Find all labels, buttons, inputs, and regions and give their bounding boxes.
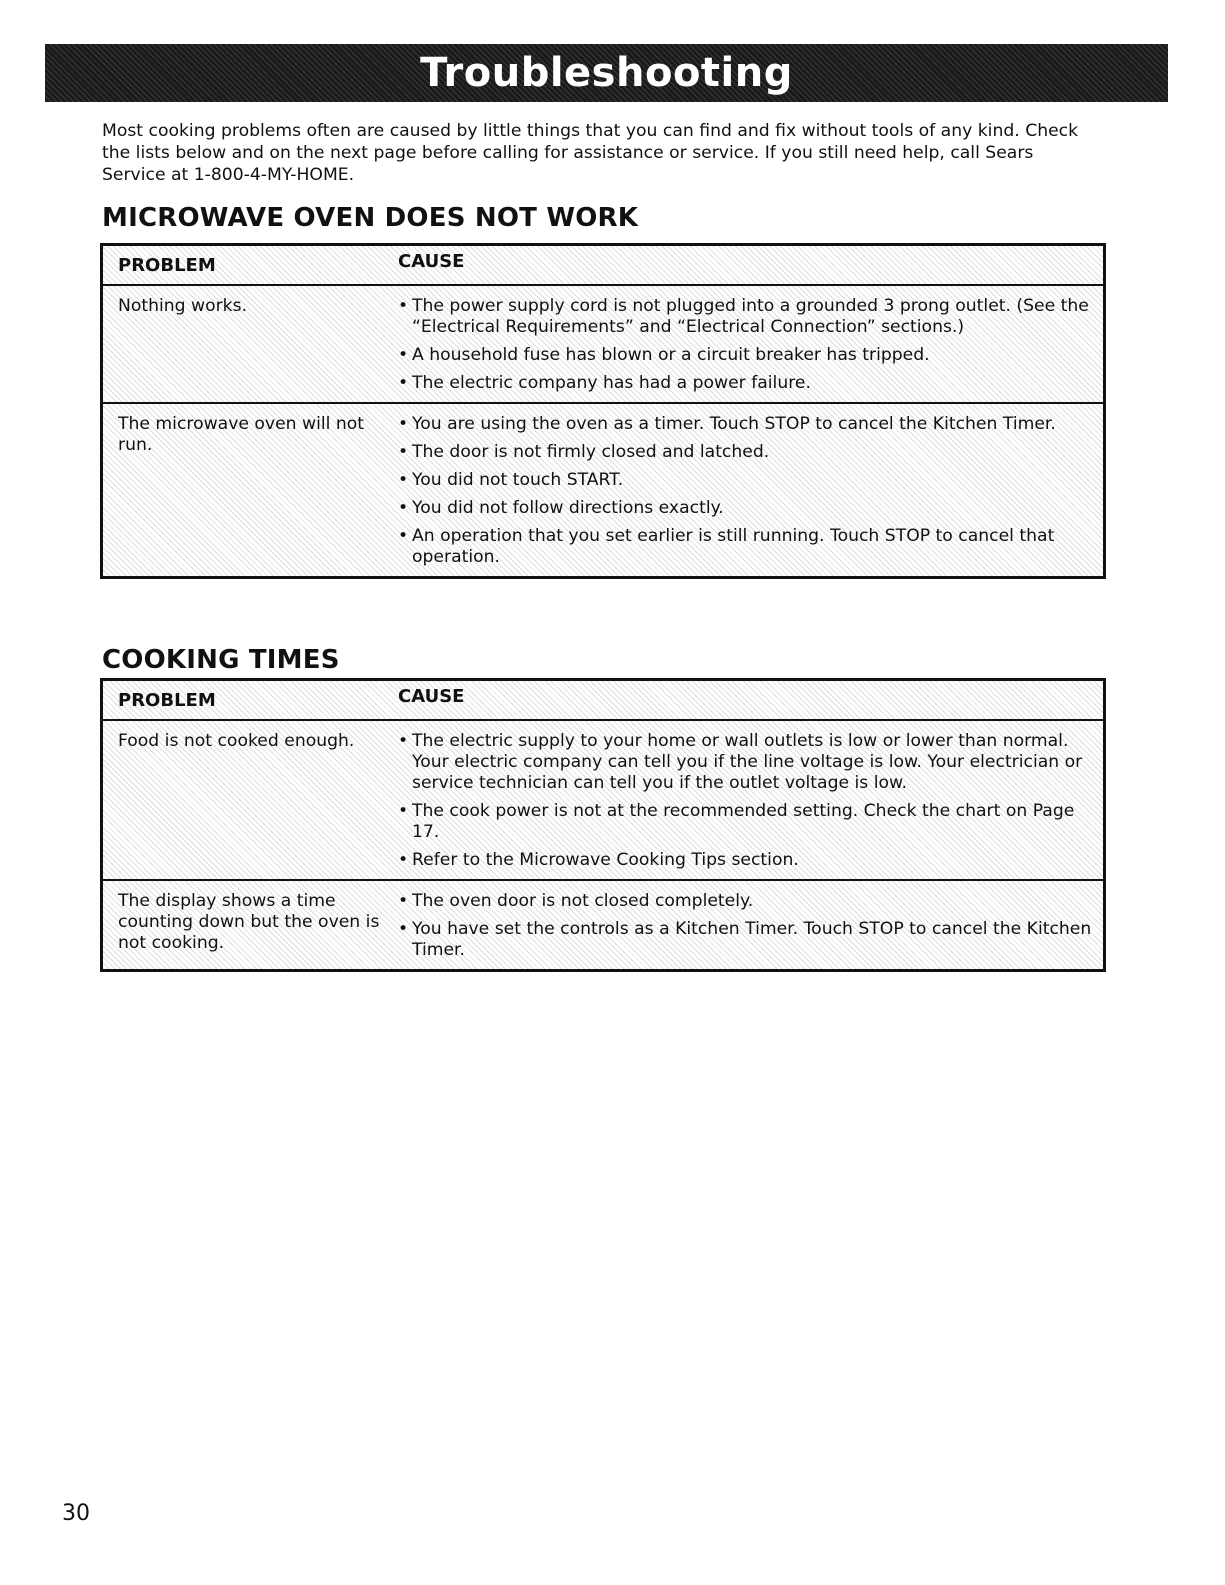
table-oven-does-not-work	[100, 243, 1106, 579]
section-title-oven-does-not-work: MICROWAVE OVEN DOES NOT WORK	[102, 203, 639, 233]
page-number: 30	[62, 1501, 90, 1526]
table-row	[103, 719, 1103, 879]
table-row	[103, 879, 1103, 969]
cause-item: • The door is not firmly closed and latched.	[398, 442, 1093, 463]
table-row	[103, 402, 1103, 576]
cause-cell	[398, 721, 1103, 879]
cause-cell	[398, 286, 1103, 402]
table-cooking-times	[100, 678, 1106, 972]
cause-item: • An operation that you set earlier is still running. Touch STOP to cancel that operation.	[398, 526, 1093, 568]
table-header	[103, 246, 1103, 284]
cause-item: • You did not follow directions exactly.	[398, 498, 1093, 519]
cause-item: • You have set the controls as a Kitchen Timer. Touch STOP to cancel the Kitchen Timer.	[398, 919, 1093, 961]
cause-item: • The electric supply to your home or wall outlets is low or lower than normal. Your electric company can tell you if the line voltage is low. Your electrician or service technician can tell you if the outlet voltage is low.	[398, 731, 1093, 794]
header-problem: PROBLEM	[118, 689, 216, 711]
cause-cell	[398, 404, 1103, 576]
cause-item: • Refer to the Microwave Cooking Tips section.	[398, 850, 1093, 871]
section-title-cooking-times: COOKING TIMES	[102, 645, 340, 675]
problem-cell: Nothing works.	[118, 296, 248, 316]
header-cause: CAUSE	[398, 685, 465, 707]
cause-item: • The electric company has had a power failure.	[398, 373, 1093, 394]
cause-cell	[398, 881, 1103, 969]
header-problem: PROBLEM	[118, 254, 216, 276]
cause-item: • A household fuse has blown or a circuit breaker has tripped.	[398, 345, 1093, 366]
cause-item: • The oven door is not closed completely.	[398, 891, 1093, 912]
cause-item: • You did not touch START.	[398, 470, 1093, 491]
cause-item: • The cook power is not at the recommended setting. Check the chart on Page 17.	[398, 801, 1093, 843]
title-banner	[45, 44, 1168, 102]
problem-cell: The microwave oven will not run.	[118, 414, 365, 455]
table-header	[103, 681, 1103, 719]
cause-item: • You are using the oven as a timer. Touch STOP to cancel the Kitchen Timer.	[398, 414, 1093, 435]
problem-cell: Food is not cooked enough.	[118, 731, 355, 751]
intro-paragraph: Most cooking problems often are caused by little things that you can find and fix without tools of any kind. Check the lists below and on the next page before calling for assistance or service. If you still need help, call Sears Service at 1-800-4-MY-HOME.	[102, 121, 1079, 185]
page-title: Troubleshooting	[420, 50, 793, 96]
table-row	[103, 284, 1103, 402]
cause-item: • The power supply cord is not plugged into a grounded 3 prong outlet. (See the “Electrical Requirements” and “Electrical Connection” sections.)	[398, 296, 1093, 338]
problem-cell: The display shows a time counting down but the oven is not cooking.	[118, 891, 380, 953]
header-cause: CAUSE	[398, 250, 465, 272]
